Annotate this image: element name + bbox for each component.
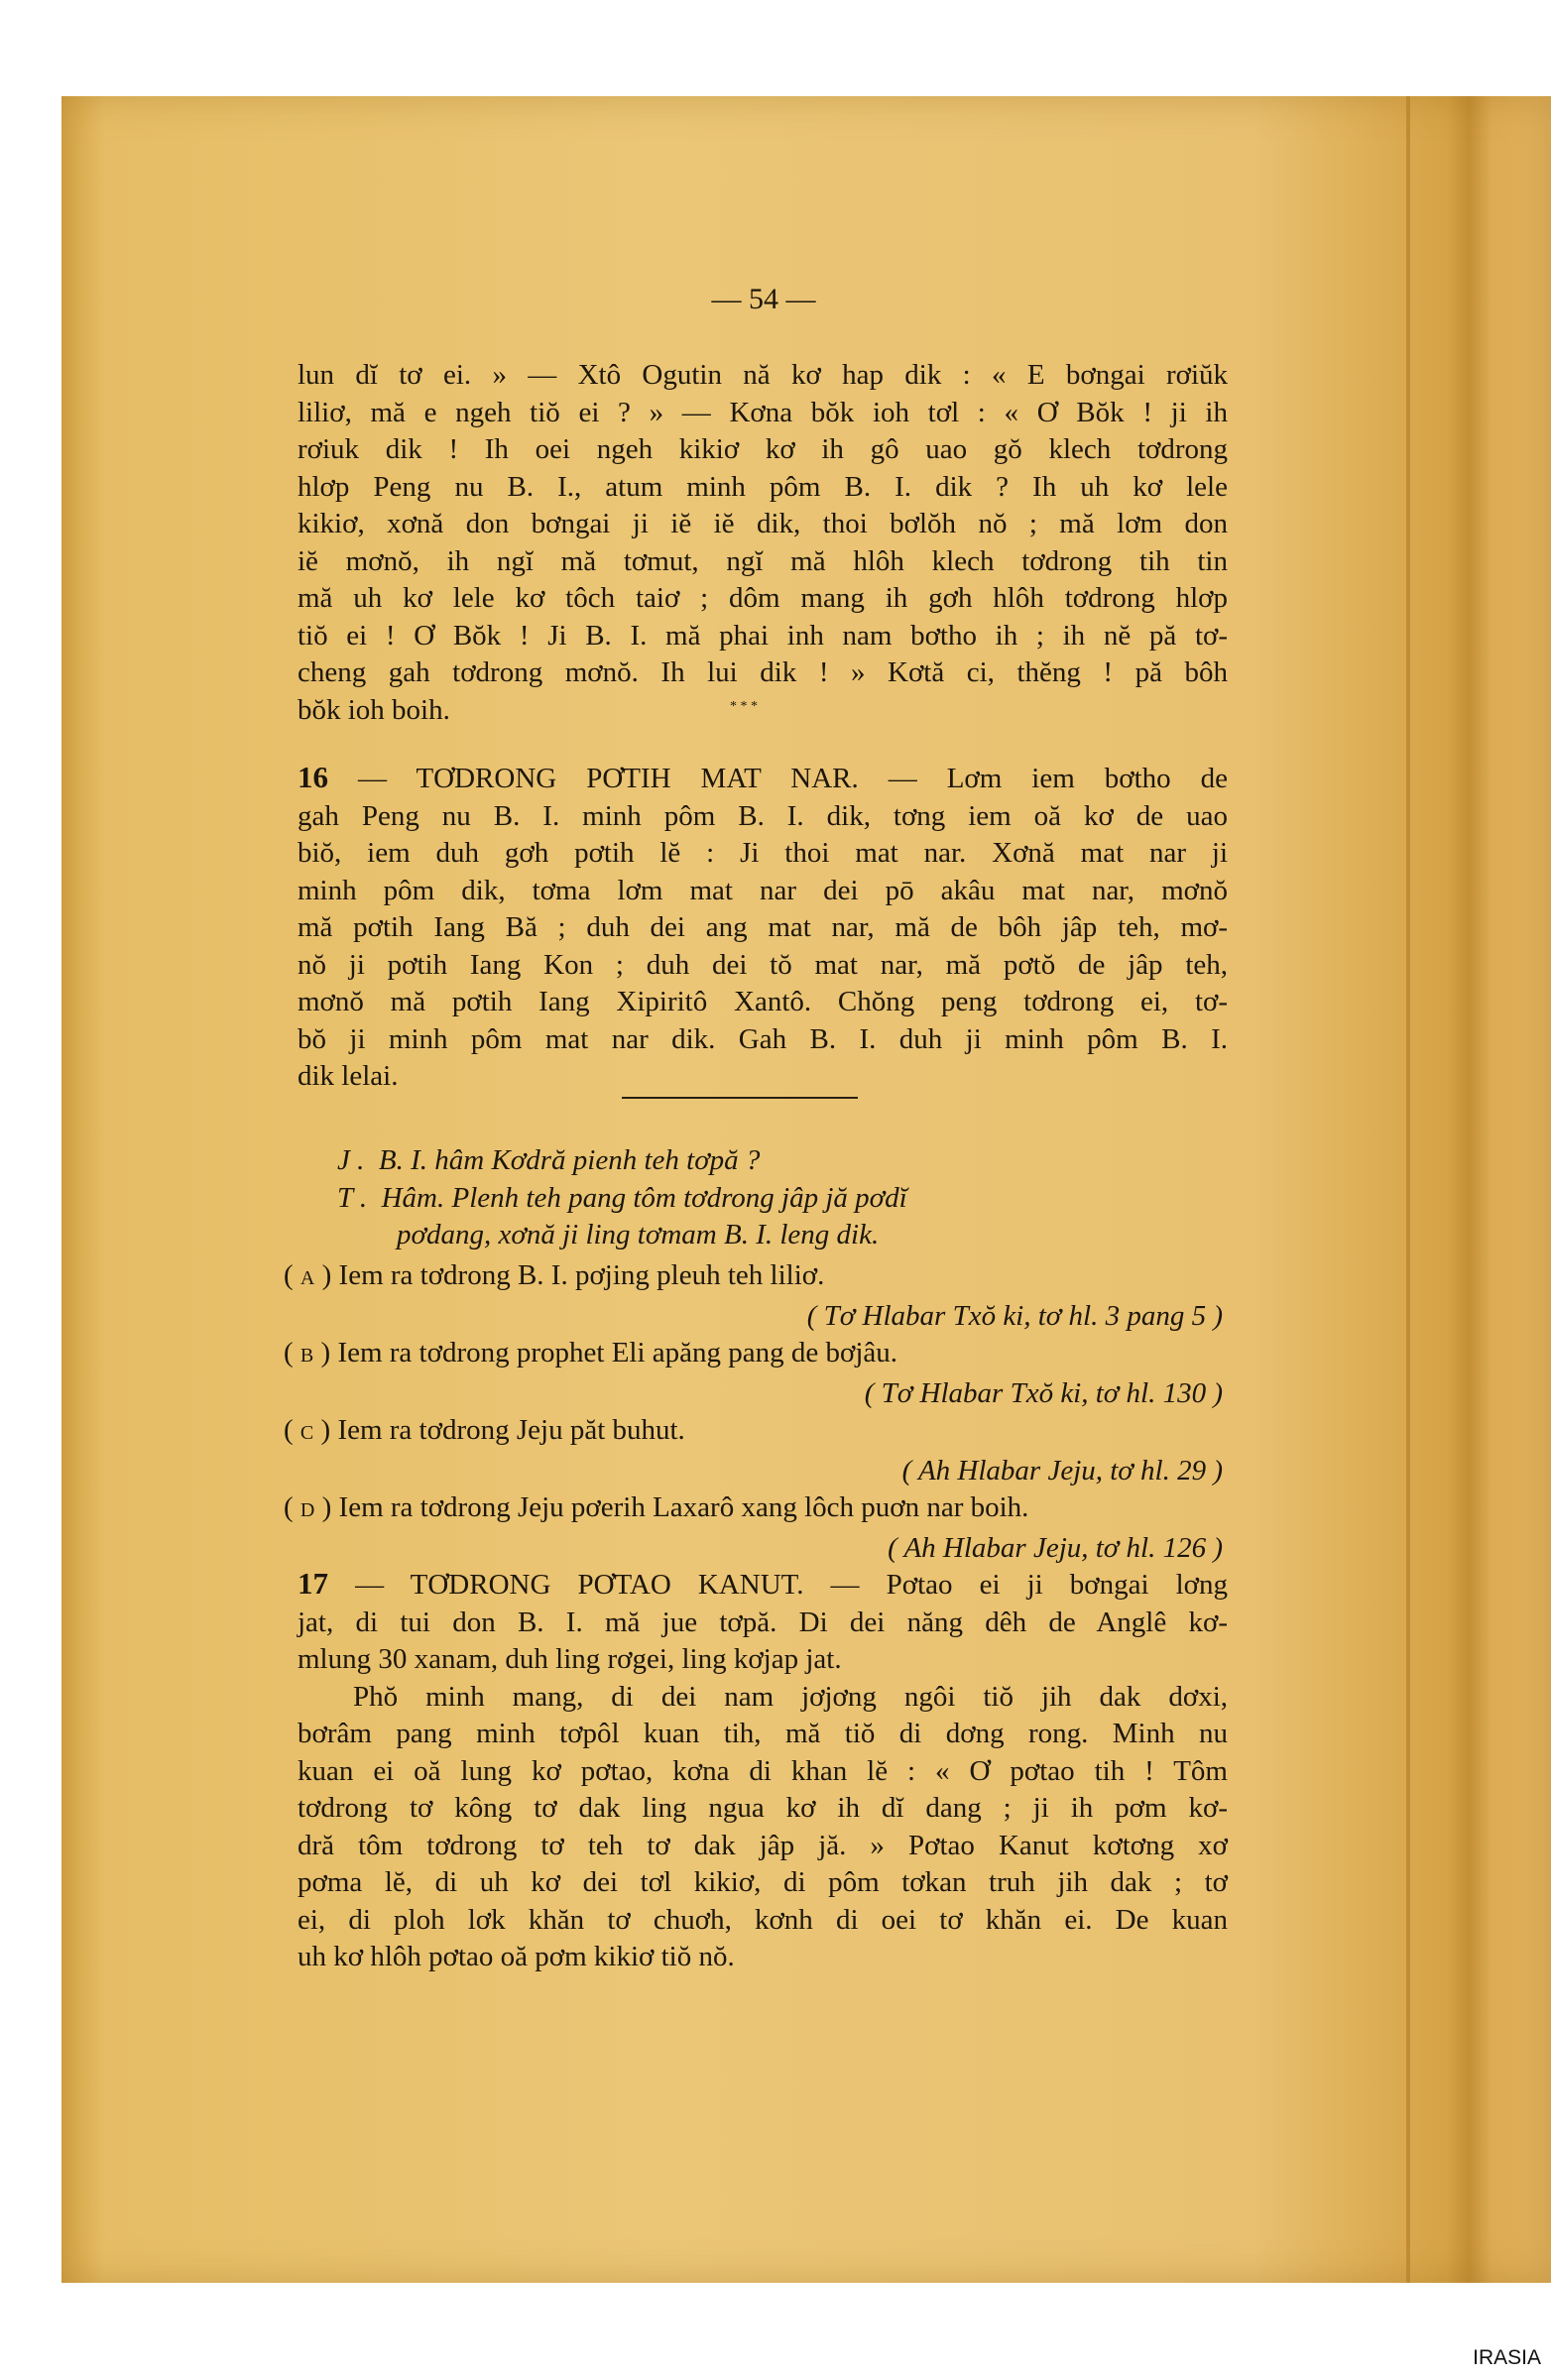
answer-text: Hâm. Plenh teh pang tôm tơdrong jâp jă pơdĭ — [381, 1181, 907, 1214]
text-line: bŏk ioh boih. — [298, 693, 450, 726]
text-line: lun dĭ tơ ei. » — Xtô Ogutin nă kơ hap dik : « E bơngai rơiŭk — [298, 359, 1228, 391]
text-line: pơma lĕ, di uh kơ dei tơl kikiơ, di pôm tơkan truh jih dak ; tơ — [298, 1866, 1228, 1898]
example-item: ( C ) Iem ra tơdrong Jeju păt buhut. — [284, 1414, 685, 1446]
text-line: liliơ, mă e ngeh tiŏ ei ? » — Kơna bŏk ioh tơl : « Ơ Bŏk ! ji ih — [298, 396, 1228, 428]
example-item: ( B ) Iem ra tơdrong prophet Eli apăng pang de bơjâu. — [284, 1337, 898, 1368]
section-16 — [298, 759, 1228, 1096]
section-17 — [298, 1565, 1228, 1976]
example-label: C — [299, 1422, 314, 1444]
example-text: Iem ra tơdrong prophet Eli apăng pang de bơjâu. — [337, 1337, 898, 1368]
text-line: gah Peng nu B. I. minh pôm B. I. dik, tơng iem oă kơ de uao — [298, 799, 1228, 832]
text-line: mă uh kơ lele kơ tôch taiơ ; dôm mang ih gơh hlôh tơdrong hlơp — [298, 582, 1228, 614]
example-reference: ( Tơ Hlabar Txŏ ki, tơ hl. 3 pang 5 ) — [806, 1299, 1223, 1332]
section-number: 17 — [298, 1566, 328, 1601]
section-separator-stars: * * * — [730, 699, 758, 714]
example-text: Iem ra tơdrong B. I. pơjing pleuh teh liliơ. — [338, 1259, 825, 1291]
text-line: dik lelai. — [298, 1060, 399, 1092]
text-line: iĕ mơnŏ, ih ngĭ mă tơmut, ngĭ mă hlôh klech tơdrong tih tin — [298, 544, 1228, 577]
example-text: Iem ra tơdrong Jeju pơerih Laxarô xang lôch puơn nar boih. — [338, 1491, 1029, 1523]
example-reference: ( Tơ Hlabar Txŏ ki, tơ hl. 130 ) — [864, 1376, 1223, 1409]
answer-label: T . — [337, 1181, 368, 1214]
text-line: kuan ei oă lung kơ pơtao, kơna di khan lĕ : « Ơ pơtao tih ! Tôm — [298, 1754, 1228, 1787]
text-line: mlung 30 xanam, duh ling rơgei, ling kơjap jat. — [298, 1643, 842, 1675]
text-line: mă pơtih Iang Bă ; duh dei ang mat nar, mă de bôh jâp teh, mơ- — [298, 911, 1228, 943]
example-text: Iem ra tơdrong Jeju păt buhut. — [337, 1414, 685, 1446]
text-line: uh kơ hlôh pơtao oă pơm kikiơ tiŏ nŏ. — [298, 1941, 735, 1972]
text-line: tơdrong tơ kông tơ dak ling ngua kơ ih dĭ dang ; ji ih pơm kơ- — [298, 1792, 1228, 1824]
example-label: B — [299, 1345, 314, 1367]
text-line: mơnŏ mă pơtih Iang Xipiritô Xantô. Chŏng peng tơdrong ei, tơ- — [298, 986, 1228, 1017]
section-heading-line: — TƠDRONG PƠTAO KANUT. — Pơtao ei ji bơngai lơng — [355, 1569, 1228, 1601]
example-item: ( D ) Iem ra tơdrong Jeju pơerih Laxarô xang lôch puơn nar boih. — [284, 1491, 1029, 1523]
question-text: B. I. hâm Kơdră pienh teh tơpă ? — [378, 1144, 761, 1176]
watermark: IRASIA — [1473, 2346, 1541, 2369]
section-heading-line: — TƠDRONG PƠTIH MAT NAR. — Lơm iem bơtho de — [357, 763, 1228, 794]
text-line: dră tôm tơdrong tơ teh tơ dak jâp jă. » Pơtao Kanut kơtơng xơ — [298, 1829, 1228, 1861]
text-line: tiŏ ei ! Ơ Bŏk ! Ji B. I. mă phai inh nam bơtho ih ; ih nĕ pă tơ- — [298, 619, 1228, 652]
text-line: kikiơ, xơnă don bơngai ji iĕ iĕ dik, thoi bơlŏh nŏ ; mă lơm don — [298, 508, 1228, 539]
example-label: D — [299, 1499, 315, 1521]
text-line: hlơp Peng nu B. I., atum minh pôm B. I. dik ? Ih uh kơ lele — [298, 470, 1228, 503]
paragraph-1 — [298, 357, 1228, 729]
examples-list — [284, 1257, 1228, 1567]
example-label: A — [299, 1267, 315, 1289]
catechism-qa — [337, 1142, 1230, 1254]
text-line: minh pôm dik, tơma lơm mat nar dei pō akâu mat nar, mơnŏ — [298, 874, 1228, 906]
answer-text: pơdang, xơnă ji ling tơmam B. I. leng dik. — [397, 1219, 880, 1250]
example-item: ( A ) Iem ra tơdrong B. I. pơjing pleuh teh liliơ. — [284, 1259, 825, 1291]
text-line: bơrâm pang minh tơpôl kuan tih, mă tiŏ di dơng rong. Minh nu — [298, 1718, 1228, 1749]
text-line: Phŏ minh mang, di dei nam jơjơng ngôi tiŏ jih dak dơxi, — [353, 1680, 1228, 1713]
text-line: biŏ, iem duh gơh pơtih lĕ : Ji thoi mat nar. Xơnă mat nar ji — [298, 837, 1228, 869]
question-label: J . — [337, 1144, 365, 1176]
divider-rule — [622, 1097, 858, 1099]
text-line: nŏ ji pơtih Iang Kon ; duh dei tŏ mat nar, mă pơtŏ de jâp teh, — [298, 948, 1228, 981]
text-line: rơiuk dik ! Ih oei ngeh kikiơ kơ ih gô uao gŏ klech tơdrong — [298, 433, 1228, 465]
example-reference: ( Ah Hlabar Jeju, tơ hl. 126 ) — [888, 1531, 1223, 1564]
section-number: 16 — [298, 760, 328, 794]
page-fold — [1406, 96, 1410, 2283]
text-line: bŏ ji minh pôm mat nar dik. Gah B. I. duh ji minh pôm B. I. — [298, 1022, 1228, 1055]
text-line: ei, di ploh lơk khăn tơ chuơh, kơnh di oei tơ khăn ei. De kuan — [298, 1903, 1228, 1936]
page-number: — 54 — — [711, 283, 816, 315]
example-reference: ( Ah Hlabar Jeju, tơ hl. 29 ) — [901, 1454, 1223, 1487]
text-line: jat, di tui don B. I. mă jue tơpă. Di dei năng dêh de Anglê kơ- — [298, 1606, 1228, 1638]
text-line: cheng gah tơdrong mơnŏ. Ih lui dik ! » Kơtă ci, thĕng ! pă bôh — [298, 656, 1228, 688]
